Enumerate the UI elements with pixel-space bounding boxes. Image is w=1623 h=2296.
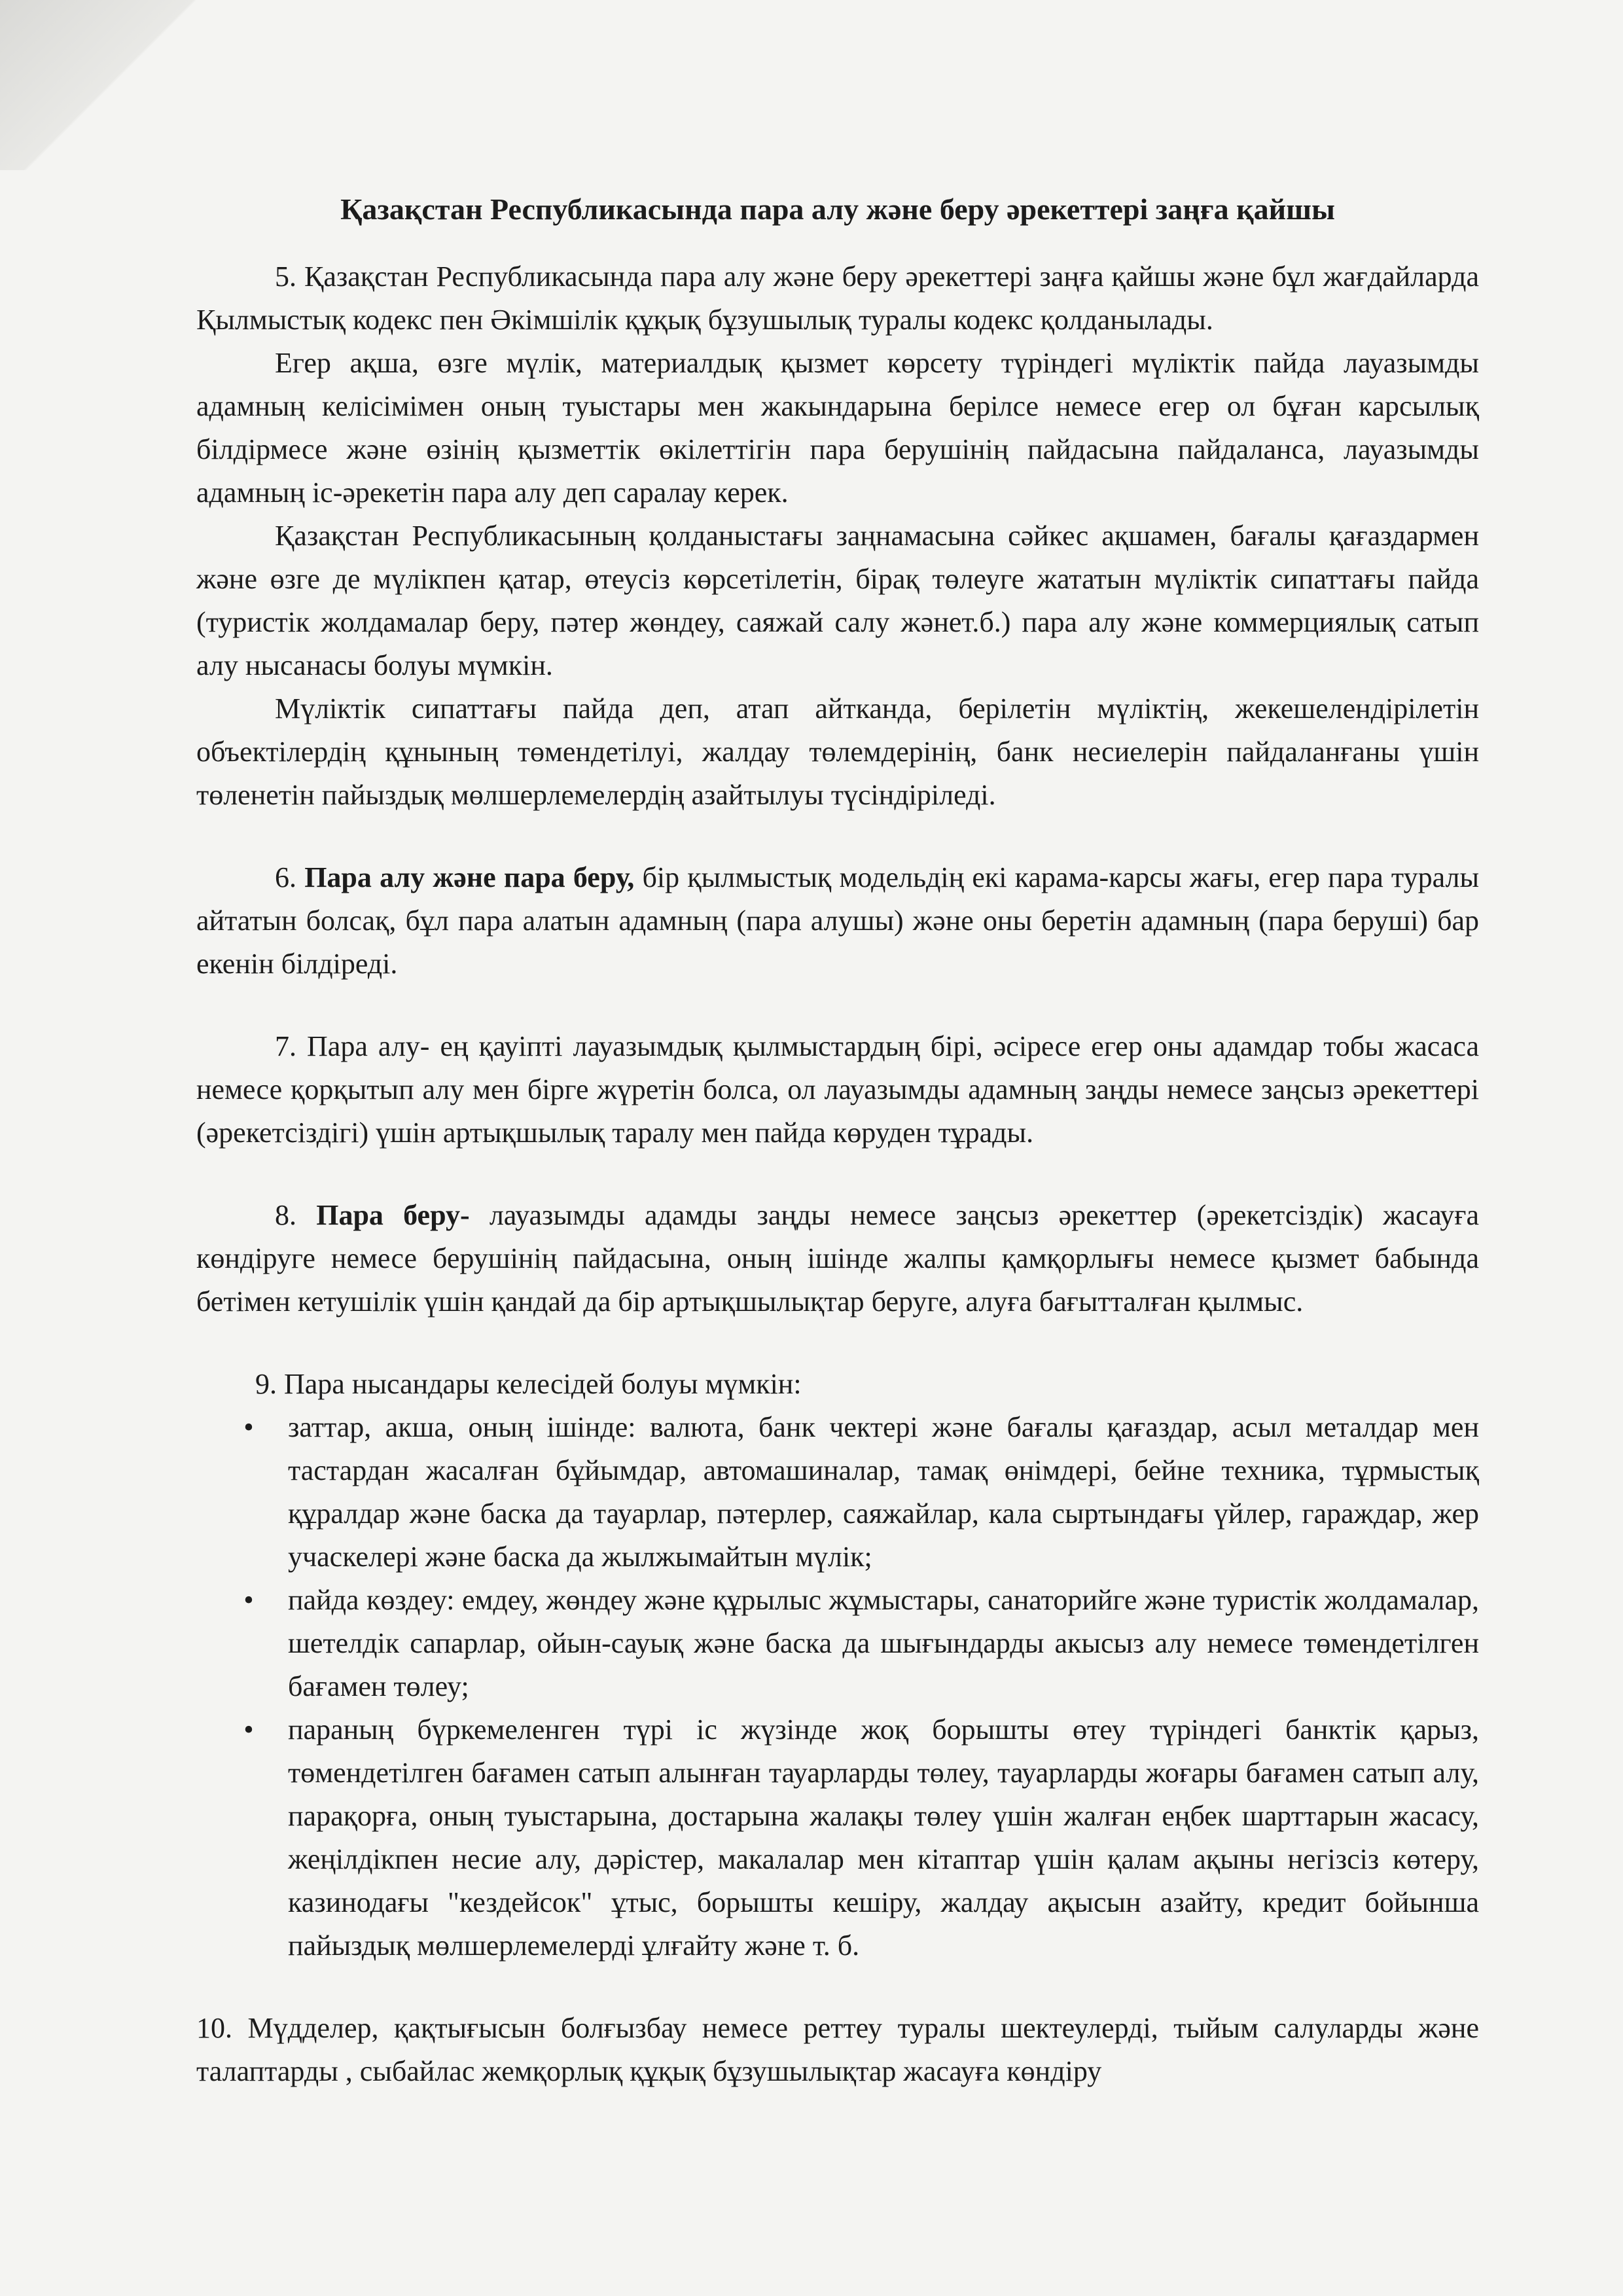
paragraph-5c: Қазақстан Республикасының қолданыстағы заңнамасына сәйкес ақшамен, бағалы қағаздармен және өзге де мүлікпен қатар, өтеусіз көрсетілетін, бірақ төлеуге жататын мүліктік сипаттағы пайда (туристік жолдамалар беру, пәтер жөндеу, саяжай салу жәнет.б.) пара алу және коммерциялық сатып алу нысанасы болуы мүмкін. [196,519,1479,681]
paragraph-8-text: лауазымды адамды заңды немесе заңсыз әрекеттер (әрекетсіздік) жасауға көндіруге немесе берушінің пайдасына, оның ішінде жалпы қамқорлығы немесе қызмет бабында бетімен кетушілік үшін қандай да бір артықшылықтар беруге, алуға бағытталған қылмыс. [196,1198,1479,1318]
paragraph-7: 7. Пара алу- ең қауіпті лауазымдық қылмыстардың бірі, әсіресе егер оны адамдар тобы жасаса немесе қорқытып алу мен бірге жүретін болса, ол лауазымды адамның заңды немесе заңсыз әрекеттері (әрекетсіздігі) үшін артықшылық таралу мен пайда көруден тұрады. [196,1030,1479,1149]
document-title: Қазақстан Республикасында пара алу және беру әрекеттері заңға қайшы [340,192,1335,226]
paragraph-5b: Егер ақша, өзге мүлік, материалдық қызмет көрсету түріндегі мүліктік пайда лауазымды адамның келісімімен оның туыстары мен жакындарына берілсе немесе егер ол бұған карсылық білдірмесе және өзінің қызметтік өкілеттігін пара берушінің пайдасына пайдаланса, лауазымды адамның іс-әрекетін пара алу деп саралау керек. [196,346,1479,509]
paragraph-6 [196,856,1479,986]
document-page [196,190,1479,2093]
paragraph-9: 9. Пара нысандары келесідей болуы мүмкін: [255,1367,802,1400]
bullet-icon: • [243,1410,254,1443]
paragraph-6-term: Пара алу және пара беру, [304,861,635,893]
paragraph-10: 10. Мүдделер, қақтығысын болғызбау немесе реттеу туралы шектеулерді, тыйым салуларды және талаптарды , сыбайлас жемқорлық құқық бұзушылықтар жасауға көндіру [196,2011,1479,2087]
bullet-icon: • [243,1583,254,1616]
list-item [243,1708,1479,1967]
list-item-text: пайда көздеу: емдеу, жөндеу және құрылыс жұмыстары, санаторийге және туристік жолдамалар, шетелдік сапарлар, ойын-сауық және баска да шығындарды акысыз алу немесе төмендетілген бағамен төлеу; [288,1583,1479,1702]
paragraph-6-number: 6. [275,861,305,893]
paragraph-5d: Мүліктік сипаттағы пайда деп, атап айтканда, берілетін мүліктің, жекешелендірілетін объектілердің құнының төмендетілуі, жалдау төлемдерінің, банк несиелерін пайдаланғаны үшін төленетін пайыздық мөлшерлемелердің азайтылуы түсіндіріледі. [196,692,1479,811]
bullet-icon: • [243,1713,254,1746]
paragraph-8-number: 8. [275,1198,317,1231]
page-fold-shadow [0,0,216,170]
list-item-text: заттар, акша, оның ішінде: валюта, банк чектері және бағалы қағаздар, асыл металдар мен тастардан жасалған бұйымдар, автомашиналар, тамақ өнімдері, бейне техника, тұрмыстық құралдар және баска да тауарлар, пәтерлер, саяжайлар, кала сыртындағы үйлер, гараждар, жер учаскелері және баска да жылжымайтын мүлік; [288,1410,1479,1573]
list-item [243,1579,1479,1708]
bribe-forms-list [196,1406,1479,1967]
list-item [243,1406,1479,1579]
paragraph-8-term: Пара беру- [316,1198,470,1231]
paragraph-6-text: бір қылмыстық модельдің екі карама-карсы жағы, егер пара туралы айтатын болсақ, бұл пара алатын адамның (пара алушы) және оны беретін адамның (пара беруші) бар екенін білдіреді. [196,861,1480,980]
list-item-text: параның бүркемеленген түрі іс жүзінде жоқ борышты өтеу түріндегі банктік қарыз, төмендетілген бағамен сатып алынған тауарларды төлеу, тауарларды жоғары бағамен сатып алу, парақорға, оның туыстарына, достарына жалақы төлеу үшін жалған еңбек шарттарын жасасу, жеңілдікпен несие алу, дәрістер, макалалар мен кітаптар үшін қалам ақыны негізсіз көтеру, казинодағы "кездейсок" ұтыс, борышты кешіру, жалдау ақысын азайту, кредит бойынша пайыздық мөлшерлемелерді ұлғайту және т. б. [288,1713,1479,1962]
paragraph-5: 5. Қазақстан Республикасында пара алу және беру әрекеттері заңға қайшы және бұл жағдайларда Қылмыстық кодекс пен Әкімшілік құқық бұзушылық туралы кодекс қолданылады. [196,260,1479,336]
paragraph-8 [196,1194,1479,1323]
